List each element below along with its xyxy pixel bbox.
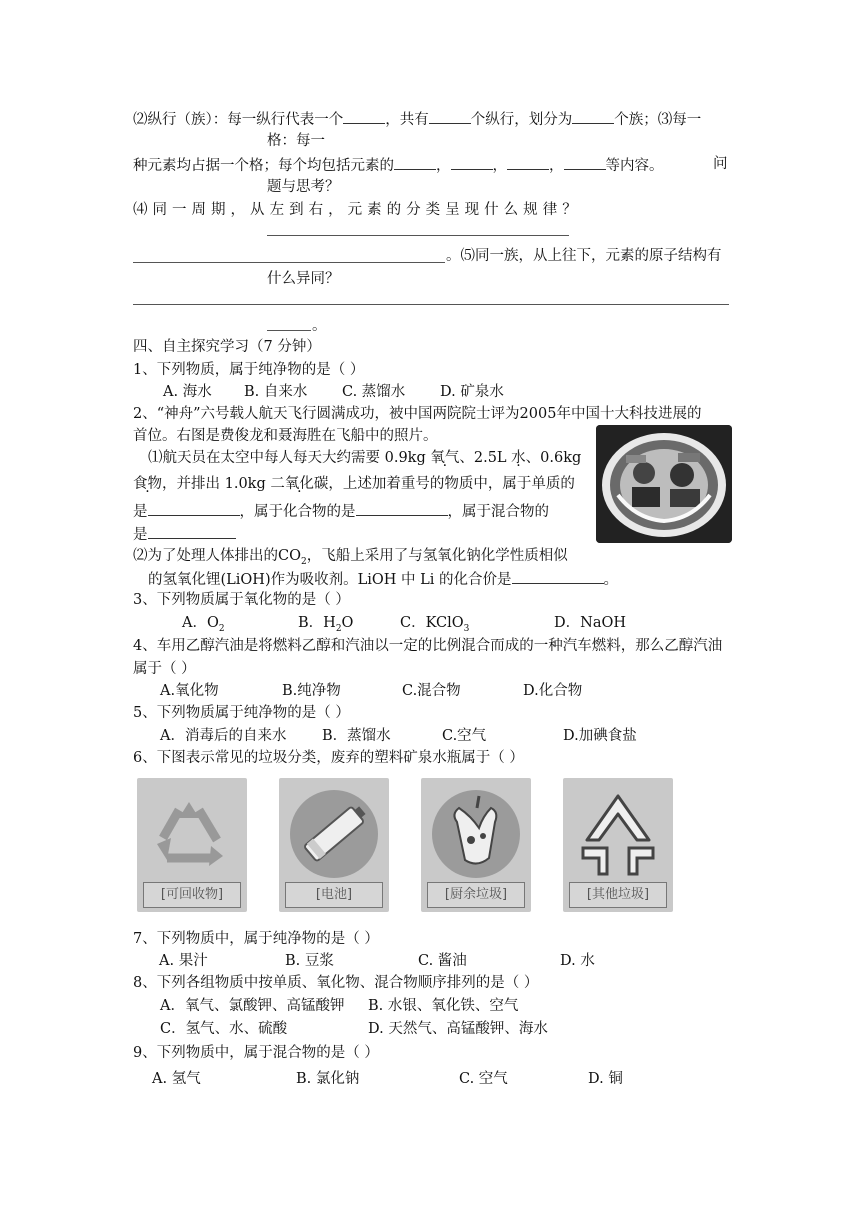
option: D. 矿泉水: [440, 384, 504, 400]
option: B．蒸馏水: [322, 728, 391, 744]
option: A．$O_2$: [182, 615, 225, 634]
answer-line: [267, 330, 311, 331]
blank: [429, 108, 471, 124]
bin-label: [电池]: [285, 882, 383, 908]
option: D.加碘食盐: [563, 728, 637, 744]
battery-bin-icon: [279, 778, 389, 912]
option: B. 自来水: [244, 384, 308, 400]
option: D.化合物: [523, 683, 583, 699]
option: A.氧化物: [160, 683, 219, 699]
option: B．$H_2O$: [298, 615, 354, 634]
option: D．NaOH: [554, 615, 626, 631]
question-1: 1、下列物质，属于纯净物的是（ ）: [133, 362, 365, 378]
option: A. 海水: [163, 384, 212, 400]
question-3: 3、下列物质属于氧化物的是（ ）: [133, 592, 350, 608]
emphasis-word: 水: [511, 450, 526, 466]
other-waste-bin-icon: [563, 778, 673, 912]
answer-line: [133, 304, 729, 305]
question-5: 5、下列物质属于纯净物的是（ ）: [133, 705, 350, 721]
option: B. 水银、氧化铁、空气: [368, 998, 519, 1014]
text-line: 是: [133, 523, 236, 545]
question-4: 4、车用乙醇汽油是将燃料乙醇和汽油以一定的比例混合而成的一种汽车燃料，那么乙醇汽油: [133, 638, 723, 654]
option: C. 空气: [459, 1071, 508, 1087]
text-line: ⑴航天员在太空中每人每天大约需要 0.9kg 氧气、2.5L 水、0.6kg: [148, 450, 582, 466]
question-5: 。⑸同一族，从上往下，元素的原子结构有: [446, 248, 722, 264]
option: A. 果汁: [159, 953, 208, 969]
option: B. 氯化钠: [296, 1071, 360, 1087]
option: C．氢气、水、硫酸: [160, 1021, 288, 1037]
bin-label: [可回收物]: [143, 882, 241, 908]
answer-line: [267, 235, 569, 236]
text-line: 食物，并排出 1.0kg 二氧化碳，上述加着重号的物质中，属于单质的: [133, 476, 575, 492]
option: B.纯净物: [282, 683, 341, 699]
option: C. 蒸馏水: [342, 384, 406, 400]
option: B. 豆浆: [285, 953, 334, 969]
text-line: 什么异同？: [267, 271, 340, 287]
emphasis-word: 氧气: [430, 450, 460, 466]
kitchen-waste-bin-icon: [421, 778, 531, 912]
recyclable-bin-icon: [137, 778, 247, 912]
section-title: 四、自主探究学习（7 分钟）: [133, 339, 321, 355]
emphasis-word: 二氧化碳: [270, 476, 329, 492]
text-line: ⑵为了处理人体排出的$CO_2$，飞船上采用了与氢氧化钠化学性质相似: [133, 548, 568, 567]
option: D. 天然气、高锰酸钾、海水: [368, 1021, 548, 1037]
option: C. 酱油: [418, 953, 467, 969]
bin-label: [其他垃圾]: [569, 882, 667, 908]
option: C.混合物: [402, 683, 461, 699]
question-8: 8、下列各组物质中按单质、氧化物、混合物顺序排列的是（ ）: [133, 975, 539, 991]
question-6: 6、下图表示常见的垃圾分类，废弃的塑料矿泉水瓶属于（ ）: [133, 750, 524, 766]
text-line: 是 ，属于化合物的是 ，属于混合物的: [133, 500, 549, 522]
astronaut-photo: [596, 425, 732, 543]
text-line: 题与思考？: [267, 179, 340, 195]
line-3: 种元素均占据一个格；每个均包括元素的 ， ， ， 等内容。: [133, 154, 664, 176]
text-line: 首位。右图是费俊龙和聂海胜在飞船中的照片。: [133, 428, 438, 444]
text-line: 的氢氧化锂(LiOH)作为吸收剂。LiOH 中 Li 的化合价是 。: [148, 568, 618, 590]
text-fragment: 问: [713, 156, 728, 172]
option: C.空气: [442, 728, 487, 744]
emphasis-word: 食物: [133, 476, 162, 492]
option: D. 水: [560, 953, 595, 969]
question-7: 7、下列物质中，属于纯净物的是（ ）: [133, 931, 379, 947]
option: A. 氢气: [152, 1071, 201, 1087]
blank: [572, 108, 614, 124]
option: C．KClO$_3$: [400, 615, 470, 634]
blank: [343, 108, 385, 124]
text-line: 格：每一: [267, 133, 325, 149]
option: A．氧气、氯酸钾、高锰酸钾: [160, 998, 345, 1014]
option: A．消毒后的自来水: [160, 728, 287, 744]
text-line: 属于（ ）: [133, 661, 196, 677]
question-9: 9、下列物质中，属于混合物的是（ ）: [133, 1045, 379, 1061]
bin-label: [厨余垃圾]: [427, 882, 525, 908]
line-2: ⑵纵行（族）：每一纵行代表一个 ，共有 个纵行，划分为 个族；⑶每一: [133, 108, 701, 130]
answer-line: [133, 262, 445, 263]
question-4: ⑷ 同 一 周 期 ， 从 左 到 右 ， 元 素 的 分 类 呈 现 什 么 规 律 ？: [133, 202, 577, 218]
question-2: 2、“神舟”六号载人航天飞行圆满成功，被中国两院院士评为2005年中国十大科技进展的: [133, 406, 702, 422]
option: D. 铜: [588, 1071, 623, 1087]
